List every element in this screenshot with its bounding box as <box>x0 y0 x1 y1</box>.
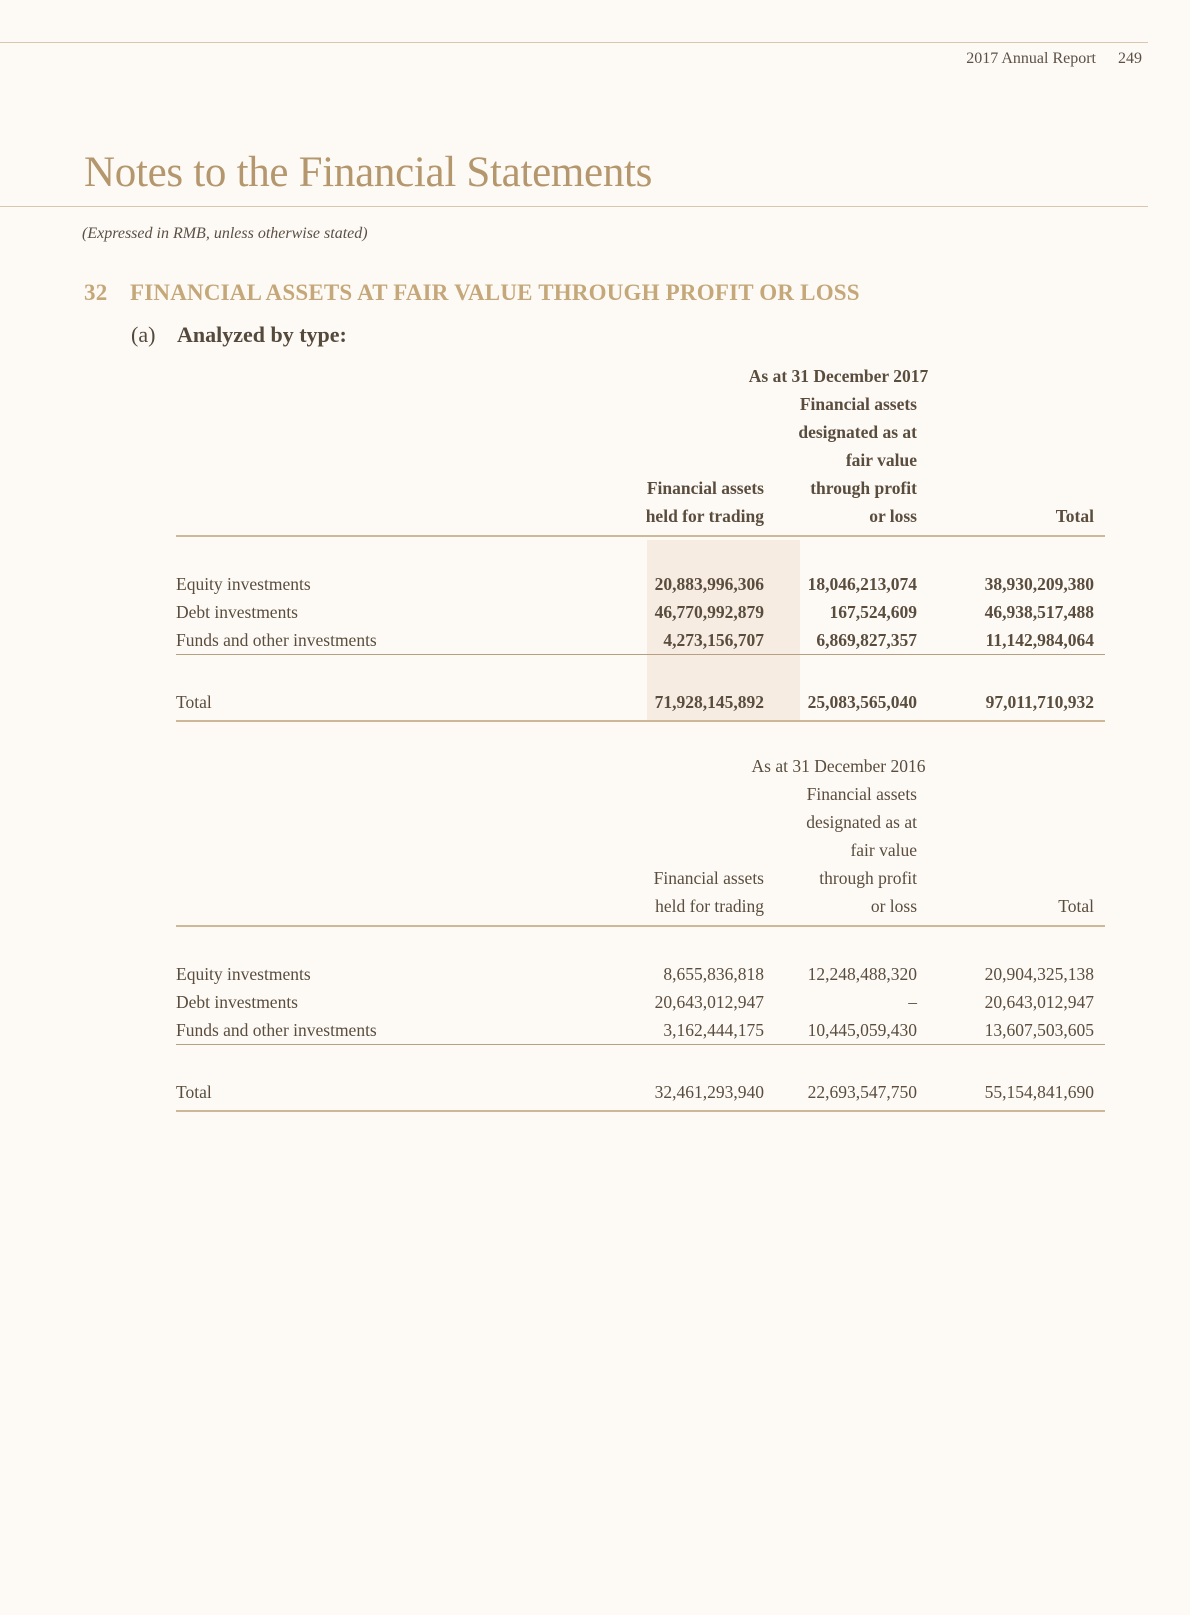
col-header-line: designated as at <box>798 422 917 442</box>
title-rule <box>0 206 1148 207</box>
col-header-line: Total <box>1055 506 1094 526</box>
cell-total: 11,142,984,064 <box>985 630 1094 650</box>
col-header-line: or loss <box>869 506 917 526</box>
page-title: Notes to the Financial Statements <box>84 149 653 196</box>
total-rule <box>176 720 1105 722</box>
cell-total: 20,904,325,138 <box>984 964 1094 984</box>
running-header <box>966 50 1142 68</box>
col-header-line: fair value <box>850 840 917 860</box>
cell-total: 46,938,517,488 <box>984 602 1094 622</box>
header-rule <box>176 925 1105 927</box>
period-heading: As at 31 December 2016 <box>751 756 926 776</box>
cell-designated: – <box>908 992 917 1012</box>
section-number: 32 <box>84 280 108 305</box>
cell-total: 38,930,209,380 <box>984 574 1094 594</box>
total-rule <box>176 1110 1105 1112</box>
col-header-total <box>1058 892 1094 920</box>
table-row <box>176 626 1105 654</box>
cell-trading: 4,273,156,707 <box>663 630 764 650</box>
cell-trading: 3,162,444,175 <box>663 1020 764 1040</box>
page-number: 249 <box>1118 50 1142 67</box>
currency-note: (Expressed in RMB, unless otherwise stated) <box>82 225 368 242</box>
table-row <box>176 570 1105 598</box>
cell-designated: 6,869,827,357 <box>816 630 917 650</box>
cell-trading: 46,770,992,879 <box>654 602 764 622</box>
col-header-designated <box>806 780 917 920</box>
row-label: Debt investments <box>176 602 298 622</box>
cell-trading: 20,883,996,306 <box>654 574 764 594</box>
col-header-line: through profit <box>819 868 917 888</box>
col-header-line: designated as at <box>806 812 917 832</box>
table-row <box>176 1016 1105 1044</box>
table-row <box>176 598 1105 626</box>
cell-designated: 12,248,488,320 <box>807 964 917 984</box>
col-header-line: fair value <box>845 450 917 470</box>
cell-designated: 10,445,059,430 <box>807 1020 917 1040</box>
cell-designated: 22,693,547,750 <box>807 1082 917 1102</box>
cell-total: 20,643,012,947 <box>984 992 1094 1012</box>
cell-total: 13,607,503,605 <box>984 1020 1094 1040</box>
subsection-label: (a) <box>131 322 156 347</box>
col-header-trading <box>654 864 764 920</box>
subtotal-rule <box>176 1044 1105 1045</box>
row-label: Equity investments <box>176 574 311 594</box>
table-row <box>176 988 1105 1016</box>
col-header-line: or loss <box>870 896 917 916</box>
section-heading <box>84 280 860 306</box>
cell-total: 55,154,841,690 <box>984 1082 1094 1102</box>
row-label: Equity investments <box>176 964 311 984</box>
row-label: Debt investments <box>176 992 298 1012</box>
period-heading: As at 31 December 2017 <box>748 366 929 386</box>
col-header-trading <box>646 474 764 530</box>
report-name: 2017 Annual Report <box>966 50 1096 67</box>
subsection-title: Analyzed by type: <box>177 322 347 347</box>
col-header-line: Total <box>1058 896 1094 916</box>
col-header-line: Financial assets <box>806 784 917 804</box>
subtotal-rule <box>176 654 1105 655</box>
col-header-designated <box>798 390 917 530</box>
cell-trading: 32,461,293,940 <box>654 1082 764 1102</box>
header-rule <box>176 535 1105 537</box>
cell-trading: 20,643,012,947 <box>654 992 764 1012</box>
cell-trading: 8,655,836,818 <box>663 964 764 984</box>
row-label: Total <box>176 1082 212 1102</box>
table-total-row <box>176 1078 1105 1106</box>
col-header-line: through profit <box>810 478 917 498</box>
row-label: Funds and other investments <box>176 630 377 650</box>
table-total-row <box>176 688 1105 716</box>
row-label: Total <box>176 692 212 712</box>
cell-designated: 167,524,609 <box>829 602 917 622</box>
table-row <box>176 960 1105 988</box>
cell-trading: 71,928,145,892 <box>654 692 764 712</box>
col-header-line: Financial assets <box>653 868 764 888</box>
section-title: FINANCIAL ASSETS AT FAIR VALUE THROUGH PROFIT OR LOSS <box>130 280 860 305</box>
top-rule <box>0 42 1148 43</box>
col-header-line: held for trading <box>645 506 764 526</box>
col-header-line: Financial assets <box>646 478 764 498</box>
cell-total: 97,011,710,932 <box>985 692 1094 712</box>
col-header-line: held for trading <box>655 896 764 916</box>
col-header-line: Financial assets <box>799 394 917 414</box>
cell-designated: 25,083,565,040 <box>807 692 917 712</box>
col-header-total <box>1056 502 1094 530</box>
cell-designated: 18,046,213,074 <box>807 574 917 594</box>
subsection-heading <box>131 322 347 348</box>
row-label: Funds and other investments <box>176 1020 377 1040</box>
